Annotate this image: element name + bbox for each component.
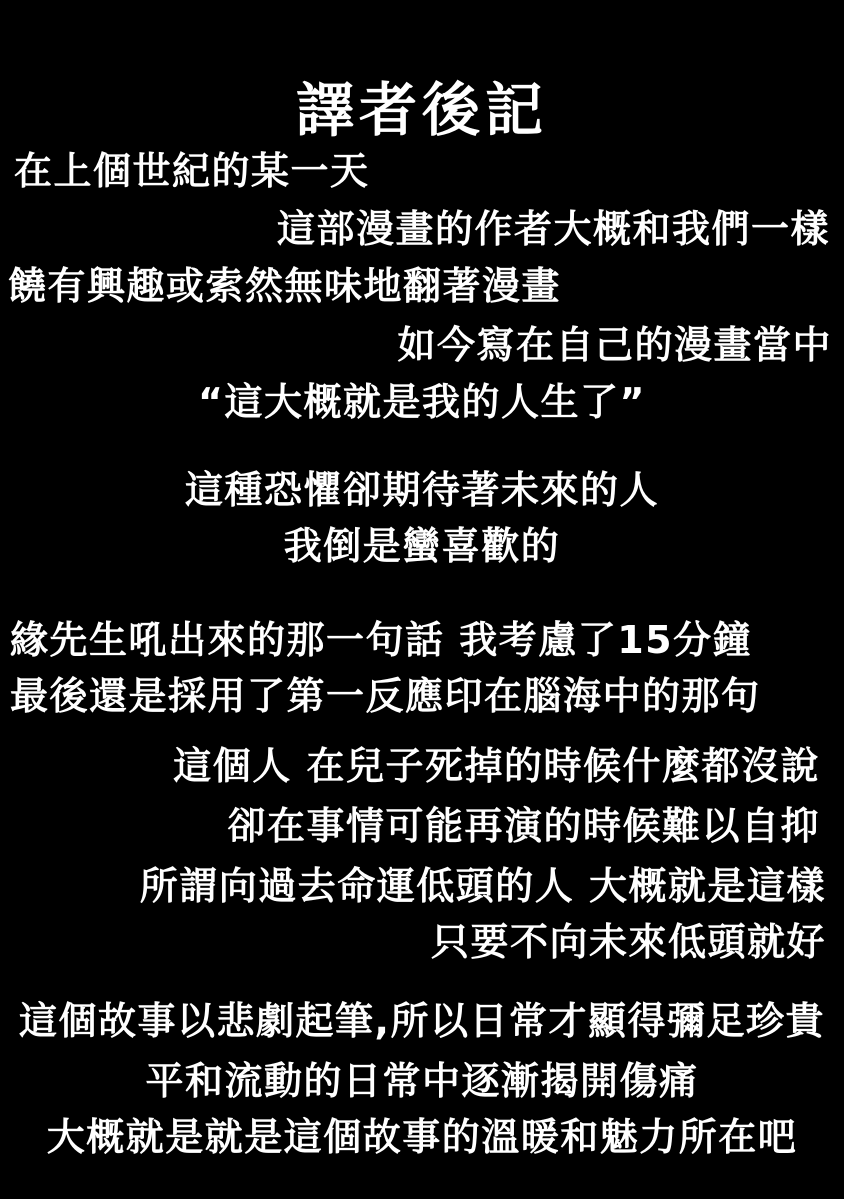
page-title: 譯者後記 xyxy=(295,75,548,144)
afterword-line-6: 這種恐懼卻期待著未來的人 xyxy=(184,468,659,512)
afterword-line-13: 只要不向未來低頭就好 xyxy=(430,920,826,964)
afterword-line-1: 在上個世紀的某一天 xyxy=(14,149,370,193)
afterword-line-2: 這部漫畫的作者大概和我們一樣 xyxy=(276,207,830,251)
afterword-line-12: 所謂向過去命運低頭的人 大概就是這樣 xyxy=(139,864,826,908)
afterword-line-3: 饒有興趣或索然無味地翻著漫畫 xyxy=(8,264,562,308)
afterword-line-9: 最後還是採用了第一反應印在腦海中的那句 xyxy=(10,674,761,718)
afterword-line-11: 卻在事情可能再演的時候難以自抑 xyxy=(227,804,820,848)
afterword-line-5: “這大概就是我的人生了” xyxy=(198,380,646,424)
afterword-line-15: 平和流動的日常中逐漸揭開傷痛 xyxy=(145,1059,699,1103)
afterword-line-7: 我倒是蠻喜歡的 xyxy=(283,524,561,568)
afterword-line-10: 這個人 在兒子死掉的時候什麼都沒說 xyxy=(173,744,820,788)
afterword-line-16: 大概就是就是這個故事的溫暖和魅力所在吧 xyxy=(46,1115,798,1159)
afterword-line-8: 緣先生吼出來的那一句話 我考慮了15分鐘 xyxy=(10,618,753,662)
afterword-line-4: 如今寫在自己的漫畫當中 xyxy=(397,323,832,367)
afterword-line-14: 這個故事以悲劇起筆,所以日常才顯得彌足珍貴 xyxy=(19,999,825,1043)
